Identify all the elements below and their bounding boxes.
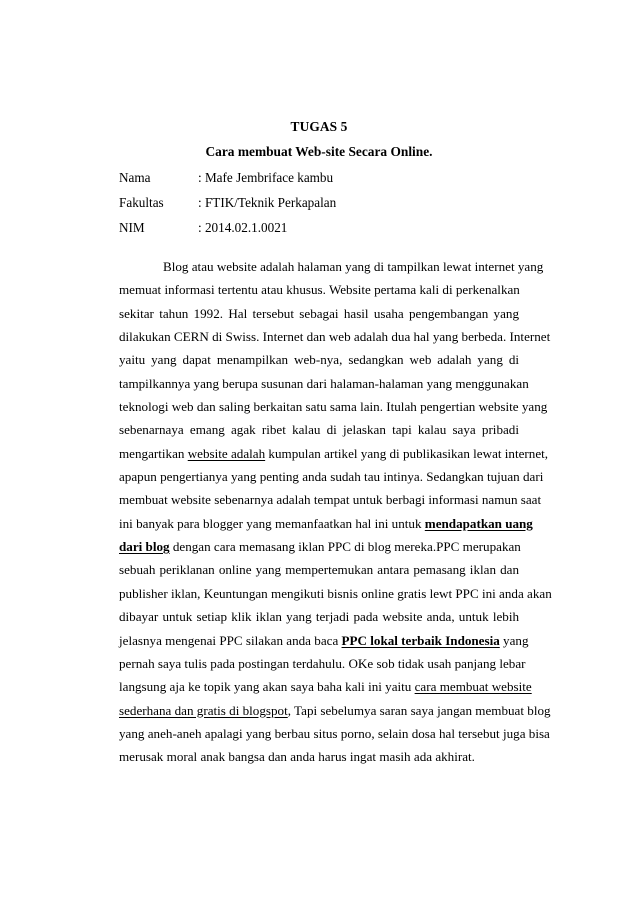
paragraph-line: yaitu yang dapat menampilkan web-nya, sedangkan web adalah yang di (119, 352, 519, 368)
text-fragment: yang (499, 632, 529, 648)
paragraph-line (119, 675, 532, 698)
info-value: : FTIK/Teknik Perkapalan (198, 195, 337, 210)
paragraph-line (119, 535, 519, 558)
link-cara-membuat-website[interactable]: cara membuat website (414, 679, 532, 695)
info-row-nim (119, 220, 287, 236)
paragraph-line: apapun pengertianya yang penting anda sudah tau intinya. Sedangkan tujuan dari (119, 469, 544, 485)
link-ppc-lokal-terbaik[interactable]: PPC lokal terbaik Indonesia (341, 632, 500, 648)
text-fragment: jelasnya mengenai PPC silakan anda baca (119, 632, 342, 648)
info-label: Nama (119, 170, 151, 185)
paragraph-line: merusak moral anak bangsa dan anda harus ingat masih ada akhirat. (119, 749, 475, 765)
paragraph-line (119, 699, 551, 722)
paragraph-line (119, 512, 533, 535)
link-dari-blog[interactable]: dari blog (119, 539, 170, 555)
paragraph-line: pernah saya tulis pada postingan terdahulu. OKe sob tidak usah panjang lebar (119, 655, 526, 671)
text-fragment: kumpulan artikel yang di publikasikan lewat internet, (265, 445, 549, 461)
paragraph-line: sebenarnaya emang agak ribet kalau di jelaskan tapi kalau saya pribadi (119, 422, 519, 438)
link-mendapatkan-uang[interactable]: mendapatkan uang (424, 515, 533, 531)
info-value: : 2014.02.1.0021 (198, 220, 288, 235)
info-row-fakultas (119, 195, 336, 211)
info-label: NIM (119, 220, 145, 235)
paragraph-line: dilakukan CERN di Swiss. Internet dan web adalah dua hal yang berbeda. Internet (119, 329, 551, 345)
text-fragment: ini banyak para blogger yang memanfaatkan hal ini untuk (119, 515, 425, 531)
paragraph-line: sebuah periklanan online yang mempertemukan antara pemasang iklan dan (119, 562, 519, 578)
paragraph-line: memuat informasi tertentu atau khusus. Website pertama kali di perkenalkan (119, 282, 520, 298)
text-fragment: langsung aja ke topik yang akan saya baha kali ini yaitu (119, 679, 415, 695)
paragraph-line: publisher iklan, Keuntungan mengikuti bisnis online gratis lewt PPC ini anda akan (119, 585, 552, 601)
info-row-nama (119, 170, 333, 186)
paragraph-line: Blog atau website adalah halaman yang di tampilkan lewat internet yang (163, 259, 544, 274)
paragraph-line (119, 442, 549, 465)
link-website-adalah[interactable]: website adalah (187, 445, 266, 461)
body-paragraph (119, 255, 552, 769)
link-sederhana-dan-gratis[interactable]: sederhana dan gratis di blogspot (119, 702, 288, 718)
paragraph-line: tampilkannya yang berupa susunan dari halaman-halaman yang menggunakan (119, 375, 529, 391)
document-title: TUGAS 5 (290, 119, 348, 134)
document-subtitle: Cara membuat Web-site Secara Online. (205, 144, 433, 159)
paragraph-line: dibayar untuk setiap klik iklan yang terjadi pada website anda, untuk lebih (119, 609, 519, 625)
text-fragment: mengartikan (119, 445, 188, 461)
paragraph-line: teknologi web dan saling berkaitan satu sama lain. Itulah pengertian website yang (119, 399, 548, 415)
text-fragment: dengan cara memasang iklan PPC di blog mereka.PPC merupakan (169, 539, 521, 555)
paragraph-line: membuat website sebenarnya adalah tempat untuk berbagi informasi namun saat (119, 492, 542, 508)
text-fragment: , Tapi sebelumya saran saya jangan membuat blog (287, 702, 551, 718)
paragraph-line (119, 629, 529, 652)
paragraph-line: yang aneh-aneh apalagi yang berbau situs porno, selain dosa hal tersebut juga bisa (119, 725, 550, 741)
info-label: Fakultas (119, 195, 164, 210)
paragraph-line: sekitar tahun 1992. Hal tersebut sebagai hasil usaha pengembangan yang (119, 305, 519, 321)
info-value: : Mafe Jembriface kambu (198, 170, 334, 185)
